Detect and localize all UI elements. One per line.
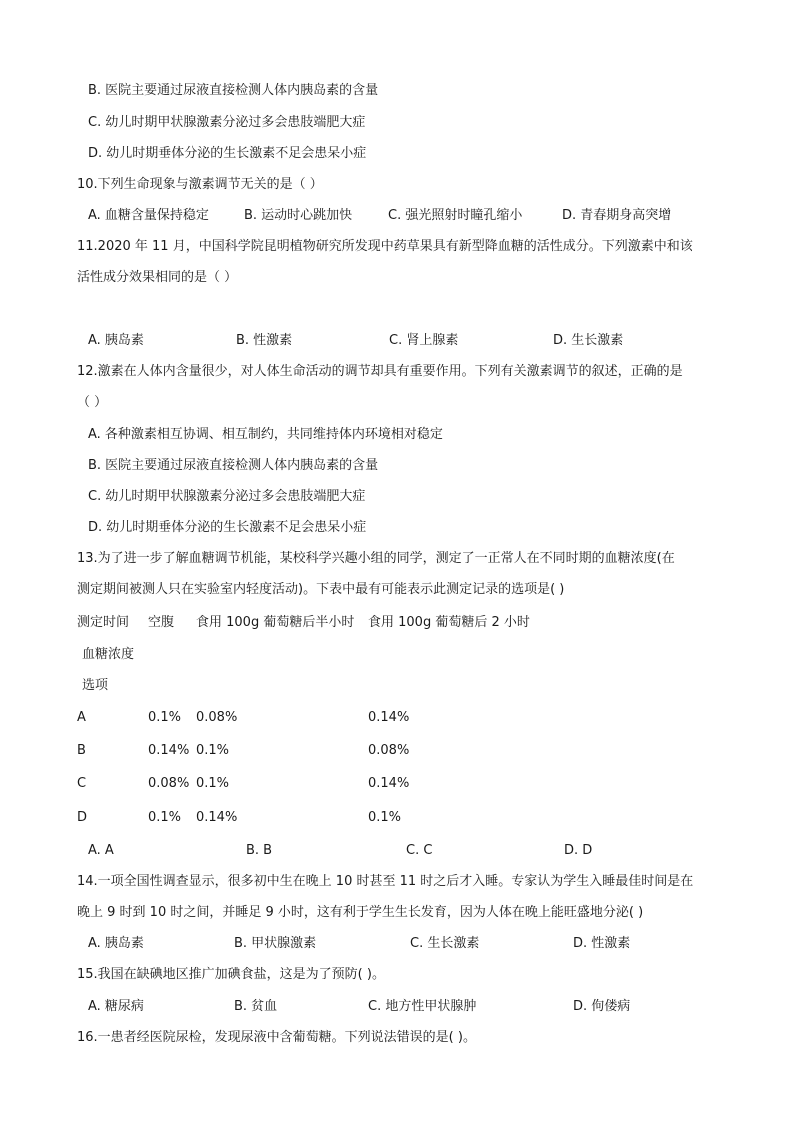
q14-option-a: A. 胰岛素 [88,936,144,951]
table-row-c-label: C [77,776,87,791]
q14-options [88,935,708,953]
q15-option-a: A. 糖尿病 [88,999,144,1014]
q12-option-d: D. 幼儿时期垂体分泌的生长激素不足会患呆小症 [88,520,367,535]
table-row-a-label: A [77,710,86,725]
q14-stem-line2: 晚上 9 时到 10 时之间，并睡足 9 小时，这有利于学生生长发育，因为人体在晚上能旺盛地分泌( ) [77,905,644,920]
q15-option-c: C. 地方性甲状腺肿 [368,999,477,1014]
q13-option-c: C. C [406,843,433,858]
q11-option-b: B. 性激素 [236,333,293,348]
prev-option-d: D. 幼儿时期垂体分泌的生长激素不足会患呆小症 [88,146,367,161]
table-row-a-half-hour: 0.08% [196,710,238,725]
q14-option-b: B. 甲状腺激素 [234,936,317,951]
q11-options [88,332,708,350]
table-row-b-label: B [77,743,86,758]
table-row-d-fasting: 0.1% [148,810,182,825]
table-row-a-fasting: 0.1% [148,710,182,725]
q14-option-c: C. 生长激素 [410,936,480,951]
q12-option-c: C. 幼儿时期甲状腺激素分泌过多会患肢端肥大症 [88,489,366,504]
q10-option-d: D. 青春期身高突增 [562,208,672,223]
q15-options [88,998,708,1016]
table-header-fasting: 空腹 [148,615,175,630]
prev-option-c: C. 幼儿时期甲状腺激素分泌过多会患肢端肥大症 [88,115,366,130]
q13-stem-line1: 13.为了进一步了解血糖调节机能，某校科学兴趣小组的同学，测定了一正常人在不同时期的血糖浓度(在 [77,551,675,566]
q13-option-b: B. B [246,843,273,858]
table-row-d-half-hour: 0.14% [196,810,238,825]
table-header-two-hours: 食用 100g 葡萄糖后 2 小时 [368,615,530,630]
q11-option-d: D. 生长激素 [553,333,624,348]
table-row-c-two-hours: 0.14% [368,776,410,791]
q13-option-a: A. A [88,843,114,858]
q16-stem: 16.一患者经医院尿检，发现尿液中含葡萄糖。下列说法错误的是( )。 [77,1030,476,1045]
q15-option-b: B. 贫血 [234,999,278,1014]
prev-option-b: B. 医院主要通过尿液直接检测人体内胰岛素的含量 [88,83,379,98]
q12-option-b: B. 医院主要通过尿液直接检测人体内胰岛素的含量 [88,458,379,473]
table-header-option: 选项 [82,678,109,693]
table-row-b-half-hour: 0.1% [196,743,230,758]
q13-stem-line2: 测定期间被测人只在实验室内轻度活动)。下表中最有可能表示此测定记录的选项是( ) [77,582,565,597]
table-row-b-fasting: 0.14% [148,743,190,758]
q11-option-c: C. 肾上腺素 [389,333,459,348]
q13-option-d: D. D [564,843,593,858]
q11-stem-line2: 活性成分效果相同的是（ ） [77,270,238,285]
q10-options [88,207,708,225]
q15-stem: 15.我国在缺碘地区推广加碘食盐，这是为了预防( )。 [77,967,385,982]
q10-option-b: B. 运动时心跳加快 [244,208,353,223]
table-row-a-two-hours: 0.14% [368,710,410,725]
table-row-b-two-hours: 0.08% [368,743,410,758]
q12-stem-line2: （ ） [77,395,108,410]
q10-stem: 10.下列生命现象与激素调节无关的是（ ） [77,177,323,192]
q12-stem-line1: 12.激素在人体内含量很少，对人体生命活动的调节却具有重要作用。下列有关激素调节的叙述，正确的是 [77,364,683,379]
q13-options [88,842,708,860]
table-row-d-label: D [77,810,88,825]
q11-option-a: A. 胰岛素 [88,333,144,348]
table-header-half-hour: 食用 100g 葡萄糖后半小时 [196,615,355,630]
q14-stem-line1: 14.一项全国性调查显示，很多初中生在晚上 10 时甚至 11 时之后才入睡。专家认为学生入睡最佳时间是在 [77,874,694,889]
q10-option-a: A. 血糖含量保持稳定 [88,208,209,223]
table-header-concentration: 血糖浓度 [82,647,135,662]
table-row-d-two-hours: 0.1% [368,810,402,825]
q10-option-c: C. 强光照射时瞳孔缩小 [388,208,523,223]
q11-stem-line1: 11.2020 年 11 月，中国科学院昆明植物研究所发现中药草果具有新型降血糖的活性成分。下列激素中和该 [77,239,693,254]
table-row-c-fasting: 0.08% [148,776,190,791]
q14-option-d: D. 性激素 [573,936,631,951]
q12-option-a: A. 各种激素相互协调、相互制约，共同维持体内环境相对稳定 [88,427,443,442]
q15-option-d: D. 佝偻病 [573,999,631,1014]
table-row-c-half-hour: 0.1% [196,776,230,791]
table-header-time: 测定时间 [77,615,130,630]
